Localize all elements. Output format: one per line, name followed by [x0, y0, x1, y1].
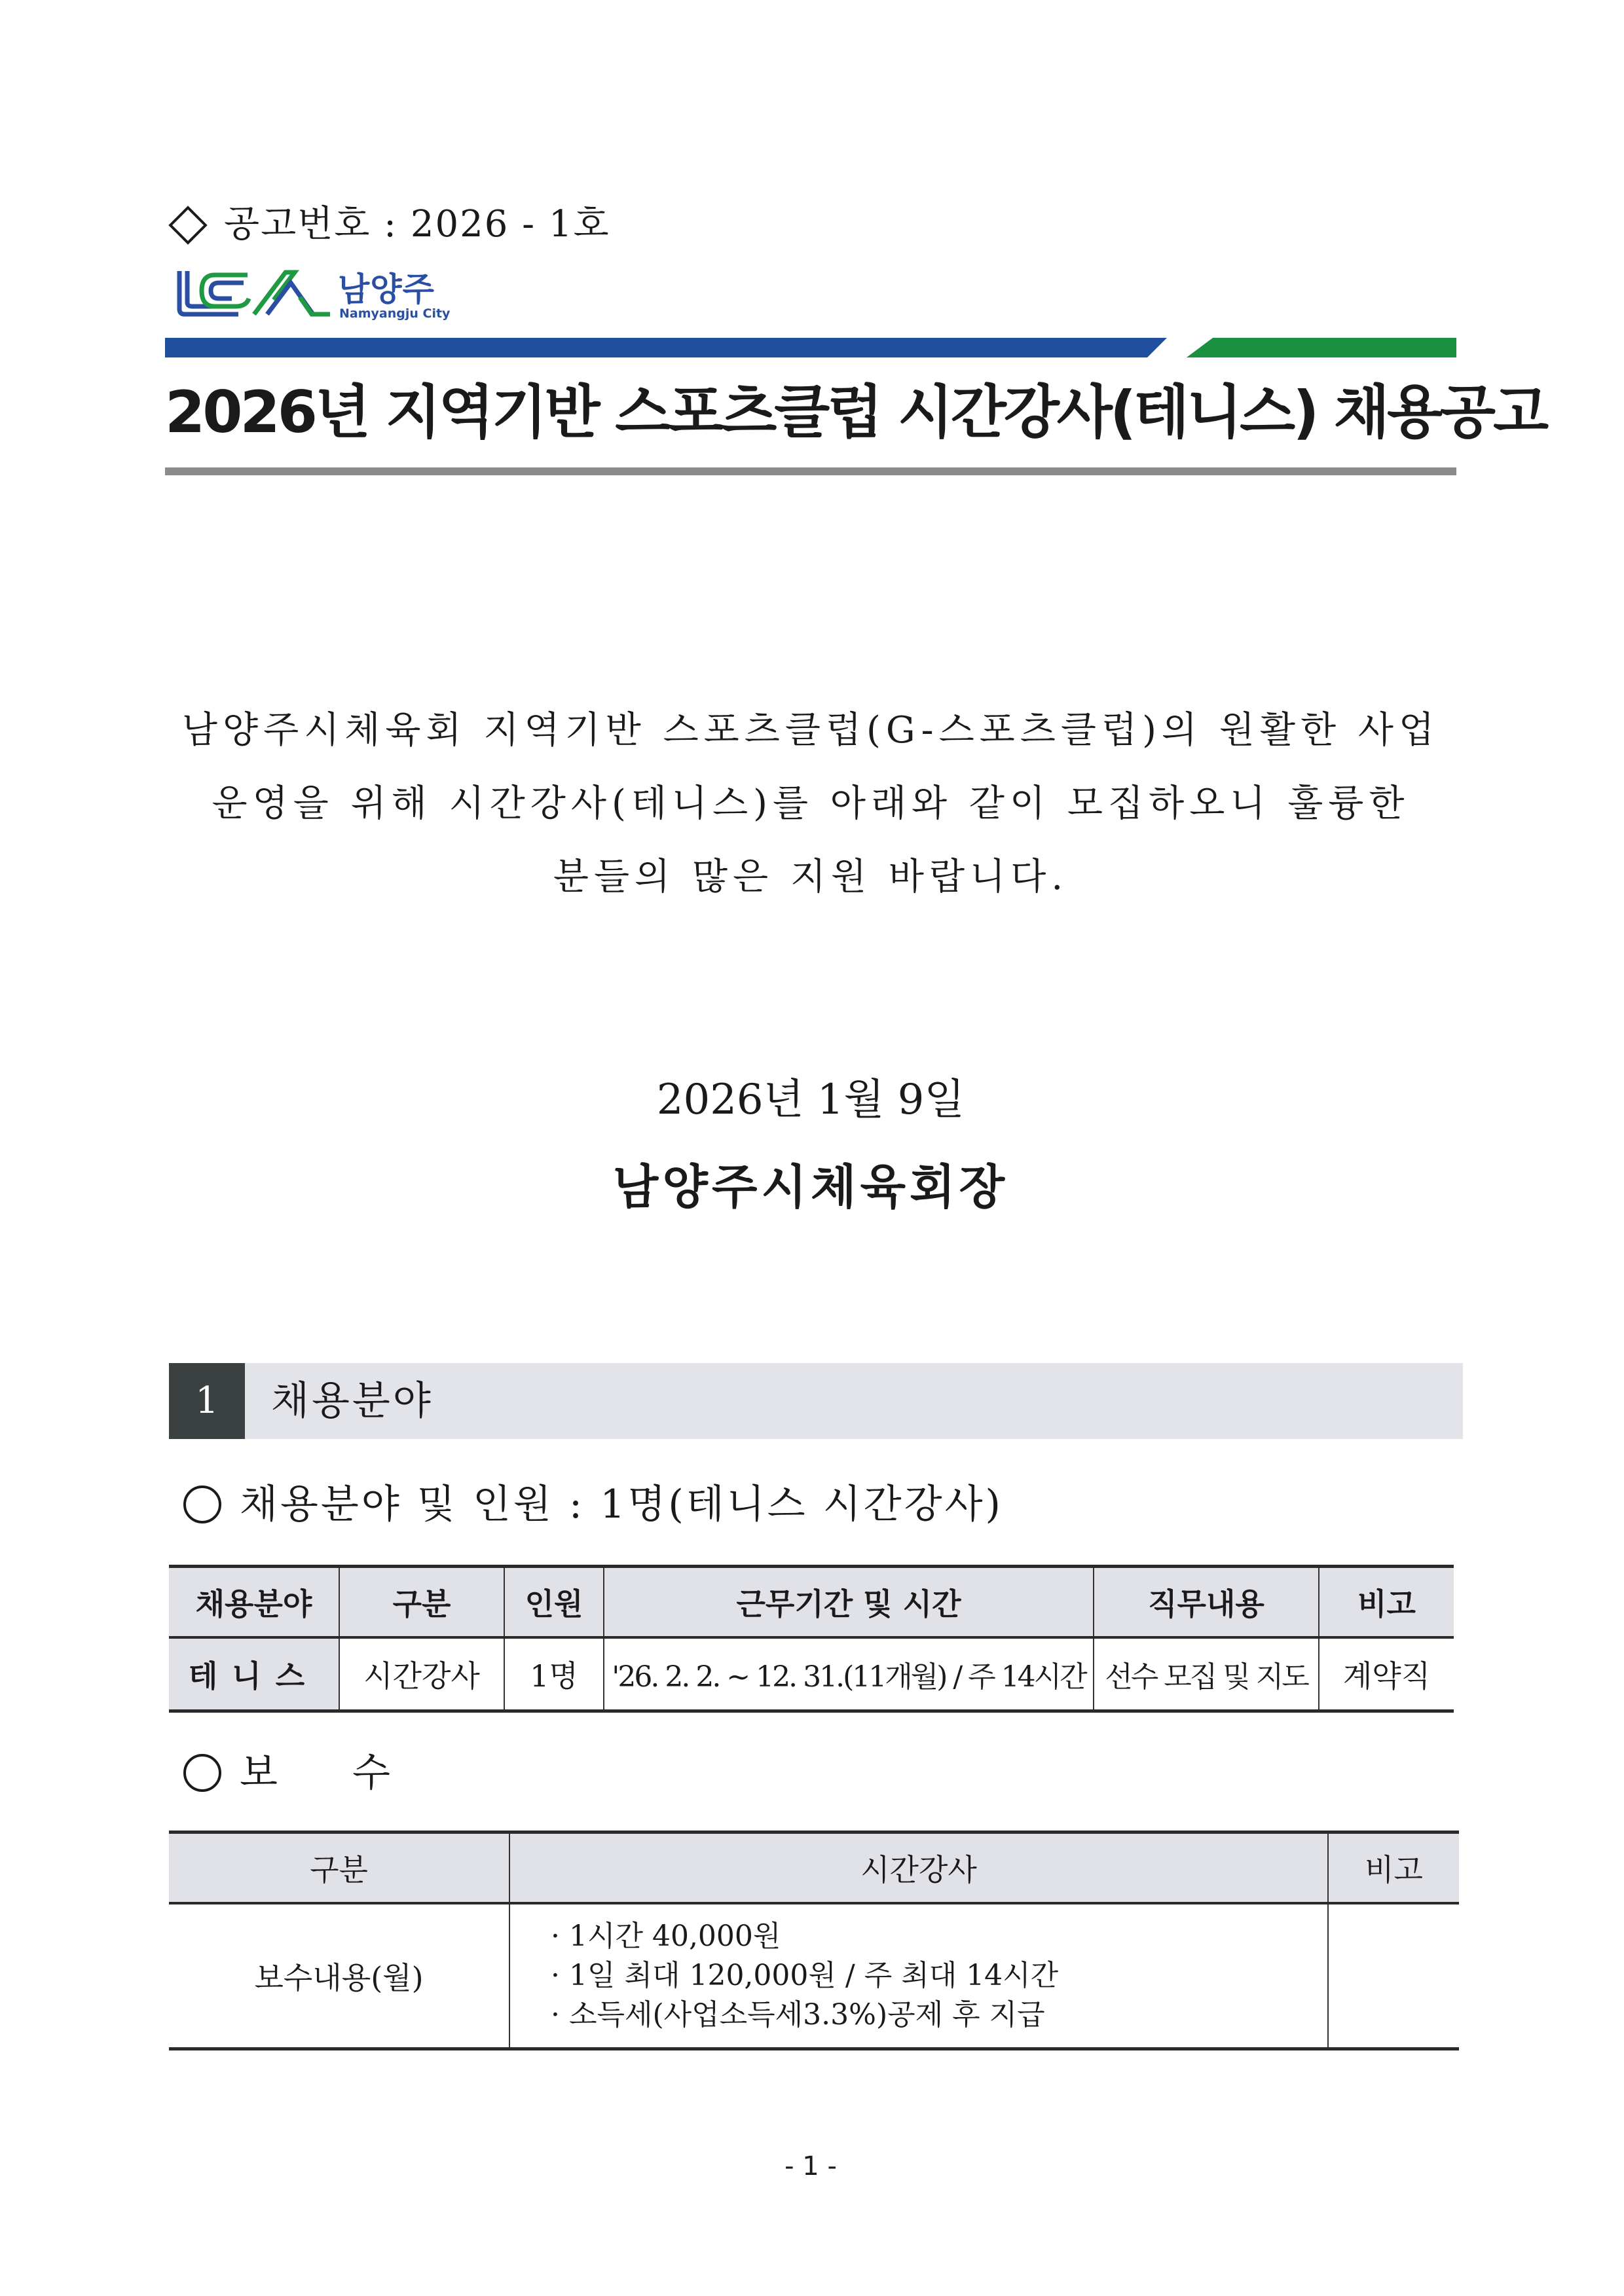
pay-bullet-text-b: 수 — [352, 1750, 393, 1796]
pay-detail-item: · 1일 최대 120,000원 / 주 최대 14시간 — [551, 1959, 1059, 1992]
table-row — [169, 1903, 1459, 2049]
intro-line: 분들의 많은 지원 바랍니다. — [553, 856, 1069, 898]
duty-cell: 선수 모집 및 지도 — [1094, 1637, 1319, 1711]
period-cell: '26. 2. 2. ~ 12. 31.(11개월) / 주 14시간 — [604, 1637, 1094, 1711]
title-divider — [165, 467, 1456, 475]
header-cell: 구분 — [169, 1832, 509, 1904]
pay-detail-item: · 1시간 40,000원 — [551, 1920, 781, 1953]
announcement-date: 2026년 1월 9일 — [656, 1076, 965, 1124]
logo-name-english: Namyangju City — [339, 306, 451, 321]
pay-bullet-text-a: 보 — [240, 1750, 280, 1796]
note-cell: 계약직 — [1319, 1637, 1454, 1711]
page-title: 2026년 지역기반 스포츠클럽 시간강사(테니스) 채용공고 — [165, 378, 1547, 446]
type-cell: 시간강사 — [339, 1637, 504, 1711]
header-cell: 근무기간 및 시간 — [604, 1567, 1094, 1638]
header-cell: 직무내용 — [1094, 1567, 1319, 1638]
pay-bullet — [179, 1741, 393, 1798]
announcement-number — [169, 195, 610, 247]
table-header-row — [169, 1567, 1454, 1638]
header-cell: 비고 — [1319, 1567, 1454, 1638]
header-cell: 인원 — [504, 1567, 604, 1638]
field-cell: 테니스 — [169, 1637, 339, 1711]
intro-line: 남양주시체육회 지역기반 스포츠클럽(G-스포츠클럽)의 원활한 사업 — [181, 709, 1440, 752]
header-color-bar — [165, 338, 1456, 357]
section-title: 채용분야 — [271, 1378, 434, 1424]
circle-bullet-icon — [183, 1754, 221, 1792]
header-cell: 시간강사 — [509, 1832, 1328, 1904]
namyangju-logo-mark-icon — [175, 268, 333, 319]
pay-category-cell: 보수내용(월) — [254, 1960, 424, 1995]
positions-bullet — [179, 1473, 1003, 1529]
logo-name-korean: 남양주 — [338, 270, 435, 308]
headcount-cell: 1명 — [504, 1637, 604, 1711]
diamond-icon — [168, 206, 207, 244]
positions-table — [169, 1565, 1454, 1713]
intro-line: 운영을 위해 시간강사(테니스)를 아래와 같이 모집하오니 훌륭한 — [212, 782, 1410, 825]
signer: 남양주시체육회장 — [612, 1159, 1009, 1214]
pay-detail-item: · 소득세(사업소득세3.3%)공제 후 지급 — [551, 1998, 1045, 2032]
pay-details-cell — [509, 1903, 1328, 2049]
pay-table — [169, 1831, 1459, 2050]
header-cell: 구분 — [339, 1567, 504, 1638]
section-heading-recruitment-field — [169, 1363, 1463, 1439]
page-number: - 1 - — [784, 2151, 837, 2181]
header-cell: 비고 — [1328, 1832, 1459, 1904]
intro-paragraph — [165, 694, 1456, 914]
table-row — [169, 1637, 1454, 1711]
namyangju-city-logo — [175, 263, 451, 329]
announcement-number-text: 공고번호 : 2026 - 1호 — [224, 203, 610, 246]
header-cell: 채용분야 — [169, 1567, 339, 1638]
section-number: 1 — [169, 1363, 245, 1439]
table-header-row — [169, 1832, 1459, 1904]
pay-note-cell — [1328, 1903, 1459, 2049]
positions-bullet-text: 채용분야 및 인원 : 1명(테니스 시간강사) — [240, 1482, 1003, 1527]
circle-bullet-icon — [183, 1485, 221, 1523]
